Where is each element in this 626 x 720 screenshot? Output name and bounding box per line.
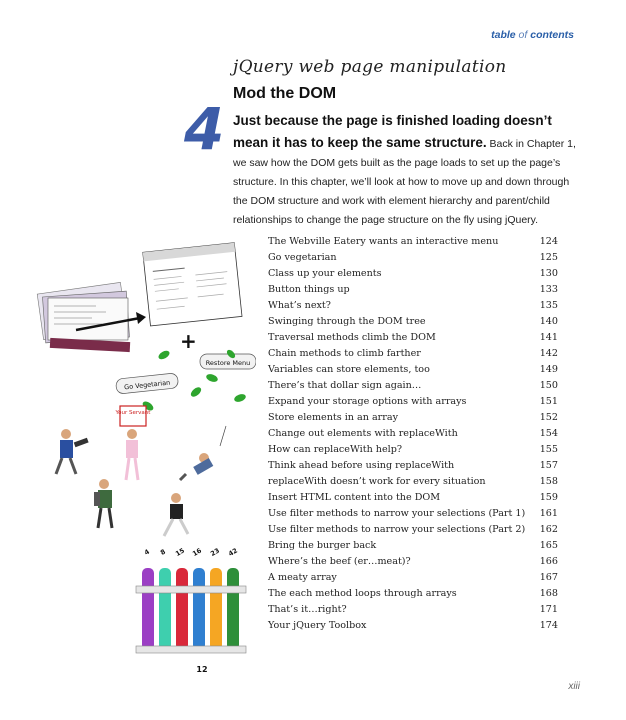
person-with-chainsaw-illustration — [56, 429, 89, 474]
toc-entry-title: Use filter methods to narrow your selections (Part 1) — [268, 508, 526, 519]
toc-entry-page: 166 — [539, 556, 558, 567]
toc-entry[interactable] — [268, 282, 558, 298]
toc-entry-page: 174 — [539, 620, 558, 631]
toc-entry-title: Bring the burger back — [268, 540, 377, 551]
tube-label: 16 — [191, 546, 203, 558]
chapter-subtitle: jQuery web page manipulation — [233, 57, 507, 77]
toc-entry[interactable] — [268, 266, 558, 282]
toc-entry[interactable] — [268, 538, 558, 554]
tube-label: 15 — [174, 546, 186, 558]
rack-label: 12 — [196, 665, 208, 674]
toc-entry-page: 159 — [539, 492, 558, 503]
toc-entry-page: 130 — [539, 268, 558, 279]
toc-entry[interactable] — [268, 522, 558, 538]
toc-entry[interactable] — [268, 410, 558, 426]
toc-entry-title: Your jQuery Toolbox — [268, 620, 367, 631]
toc-entry-title: Button things up — [268, 284, 350, 295]
toc-entry-title: Variables can store elements, too — [268, 364, 430, 375]
toc-entry-page: 155 — [539, 444, 558, 455]
toc-entry-title: Think ahead before using replaceWith — [268, 460, 455, 471]
toc-entry-title: What’s next? — [268, 300, 331, 311]
hiker-illustration — [94, 479, 112, 528]
toc-entry-page: 162 — [539, 524, 558, 535]
leaf-icon — [233, 393, 247, 404]
toc-entry-page: 165 — [539, 540, 558, 551]
toc-entry[interactable] — [268, 250, 558, 266]
toc-entry[interactable] — [268, 442, 558, 458]
toc-entry[interactable] — [268, 570, 558, 586]
document-stack-illustration — [37, 282, 130, 352]
toc-entry-title: A meaty array — [268, 572, 337, 583]
toc-entry-page: 158 — [539, 476, 558, 487]
tube-label: 42 — [227, 546, 239, 558]
toc-entry-title: Class up your elements — [268, 268, 382, 279]
toc-entry-title: Expand your storage options with arrays — [268, 396, 467, 407]
toc-entry[interactable] — [268, 586, 558, 602]
browser-menu-illustration — [143, 243, 242, 326]
chapter-number: 4 — [184, 95, 225, 163]
header-word-table: table — [491, 29, 516, 41]
leaf-icon — [189, 385, 203, 398]
toc-entry-title: The each method loops through arrays — [268, 588, 457, 599]
toc-entry-page: 142 — [539, 348, 558, 359]
toc-list — [268, 234, 558, 634]
toc-entry[interactable] — [268, 602, 558, 618]
toc-entry[interactable] — [268, 378, 558, 394]
tube-label: 4 — [143, 547, 151, 557]
toc-entry-page: 135 — [539, 300, 558, 311]
tube-label: 8 — [159, 547, 167, 557]
toc-entry[interactable] — [268, 490, 558, 506]
toc-entry[interactable] — [268, 426, 558, 442]
toc-entry-page: 140 — [539, 316, 558, 327]
toc-entry-page: 124 — [539, 236, 558, 247]
toc-entry-page: 125 — [539, 252, 558, 263]
toc-entry-page: 150 — [539, 380, 558, 391]
toc-entry[interactable] — [268, 314, 558, 330]
toc-entry-title: Go vegetarian — [268, 252, 337, 263]
toc-entry-page: 167 — [539, 572, 558, 583]
leaf-icon — [205, 373, 219, 384]
toc-entry[interactable] — [268, 506, 558, 522]
toc-entry-title: Swinging through the DOM tree — [268, 316, 426, 327]
toc-entry[interactable] — [268, 234, 558, 250]
header-word-of: of — [518, 29, 528, 41]
toc-entry[interactable] — [268, 298, 558, 314]
chapter-title: Mod the DOM — [233, 85, 337, 102]
jumping-person-illustration — [164, 493, 188, 536]
toc-entry-page: 157 — [539, 460, 558, 471]
intro-body: Back in Chapter 1, we saw how the DOM gets built as the page loads to set up the page’s structure. In this chapter, we’ll look at how to move up and down through the DOM structure and work with element hierarchy and parent/child relationships to change the page structure on the fly using jQuery. — [233, 138, 576, 226]
toc-entry[interactable] — [268, 618, 558, 634]
toc-entry-title: That’s it…right? — [268, 604, 347, 615]
toc-entry-title: Store elements in an array — [268, 412, 398, 423]
toc-entry-page: 133 — [539, 284, 558, 295]
toc-entry-page: 168 — [539, 588, 558, 599]
toc-entry-page: 141 — [539, 332, 558, 343]
toc-entry-title: There’s that dollar sign again… — [268, 380, 422, 391]
restore-menu-label: Restore Menu — [205, 359, 251, 367]
test-tube-rack-illustration — [136, 546, 246, 674]
header-word-contents: contents — [530, 29, 574, 41]
person-with-sign-illustration — [115, 406, 152, 480]
arrow-head-icon — [136, 312, 146, 324]
intro-lead: Just because the page is finished loading doesn’t mean it has to keep the same structure. — [233, 113, 552, 150]
toc-entry-page: 152 — [539, 412, 558, 423]
climbing-person-illustration — [180, 426, 226, 480]
toc-entry[interactable] — [268, 346, 558, 362]
toc-entry[interactable] — [268, 362, 558, 378]
toc-entry-title: Chain methods to climb farther — [268, 348, 421, 359]
toc-entry-title: How can replaceWith help? — [268, 444, 403, 455]
sign-text: Your Servant — [115, 410, 151, 416]
toc-entry-title: Change out elements with replaceWith — [268, 428, 458, 439]
toc-entry-title: Use filter methods to narrow your selections (Part 2) — [268, 524, 526, 535]
toc-entry[interactable] — [268, 554, 558, 570]
toc-entry-title: Insert HTML content into the DOM — [268, 492, 441, 503]
section-header — [491, 29, 574, 41]
toc-entry-page: 154 — [539, 428, 558, 439]
toc-entry[interactable] — [268, 458, 558, 474]
toc-entry-title: Traversal methods climb the DOM — [268, 332, 436, 343]
chapter-illustration — [36, 236, 256, 676]
toc-entry-title: replaceWith doesn’t work for every situation — [268, 476, 486, 487]
go-vegetarian-label: Go Vegetarian — [123, 378, 171, 392]
chapter-intro — [233, 110, 577, 230]
toc-entry-page: 171 — [539, 604, 558, 615]
page-number: xiii — [568, 681, 580, 692]
toc-entry-page: 149 — [539, 364, 558, 375]
toc-entry-title: The Webville Eatery wants an interactive menu — [268, 236, 499, 247]
toc-entry-page: 161 — [539, 508, 558, 519]
toc-entry-page: 151 — [539, 396, 558, 407]
plus-sign: + — [180, 329, 197, 353]
tube-label: 23 — [209, 546, 221, 558]
leaf-icon — [157, 349, 171, 361]
toc-entry[interactable] — [268, 330, 558, 346]
toc-entry-title: Where’s the beef (er…meat)? — [268, 556, 411, 567]
toc-entry[interactable] — [268, 474, 558, 490]
toc-entry[interactable] — [268, 394, 558, 410]
